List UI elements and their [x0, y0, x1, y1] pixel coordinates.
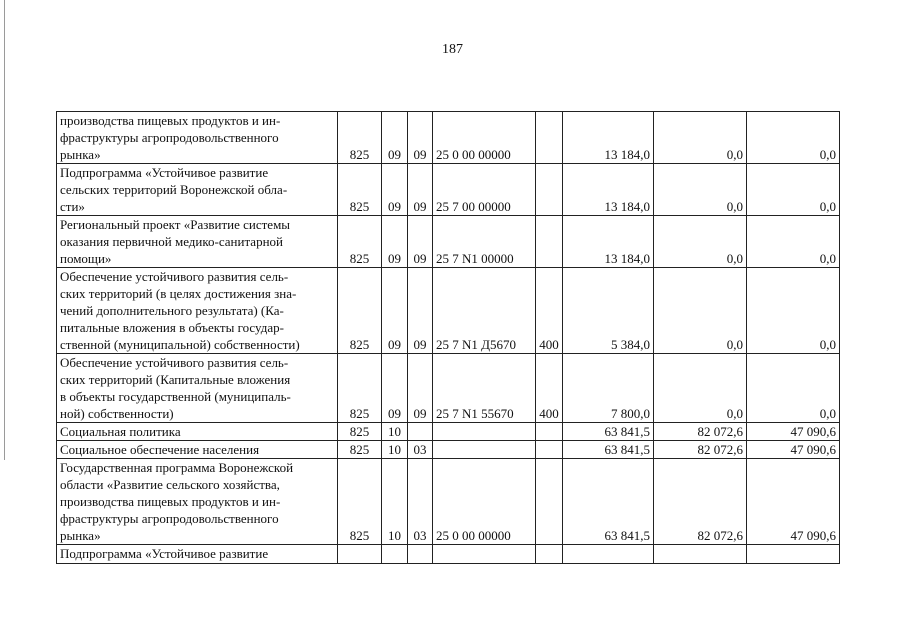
cell-target-article: [433, 545, 536, 564]
name-line: сельских территорий Воронежской обла-: [60, 182, 288, 197]
table-body: [57, 112, 840, 564]
table-row: [57, 545, 840, 564]
cell-name: [57, 441, 338, 459]
cell-subsection: 09: [408, 268, 433, 354]
cell-name: [57, 164, 338, 216]
cell-expense-type: [536, 216, 563, 268]
cell-amount-year-1: 7 800,0: [563, 354, 654, 423]
cell-section: 09: [382, 164, 408, 216]
name-line: области «Развитие сельского хозяйства,: [60, 477, 280, 492]
cell-section: 09: [382, 216, 408, 268]
cell-amount-year-1: 5 384,0: [563, 268, 654, 354]
name-line: Социальное обеспечение населения: [60, 442, 260, 457]
name-line: помощи»: [60, 251, 112, 266]
table-row: [57, 423, 840, 441]
cell-section: 09: [382, 112, 408, 164]
scan-edge-line: [4, 0, 5, 460]
cell-grbs: 825: [338, 268, 382, 354]
cell-target-article: 25 7 N1 00000: [433, 216, 536, 268]
cell-name: [57, 459, 338, 545]
cell-grbs: [338, 545, 382, 564]
cell-amount-year-2: 0,0: [654, 164, 747, 216]
cell-expense-type: [536, 441, 563, 459]
cell-amount-year-2: 0,0: [654, 216, 747, 268]
cell-amount-year-3: [747, 545, 840, 564]
cell-amount-year-2: 82 072,6: [654, 423, 747, 441]
cell-expense-type: [536, 112, 563, 164]
cell-name: [57, 268, 338, 354]
cell-target-article: 25 7 N1 55670: [433, 354, 536, 423]
cell-amount-year-3: 0,0: [747, 354, 840, 423]
cell-name: [57, 545, 338, 564]
cell-name: [57, 423, 338, 441]
cell-subsection: 03: [408, 441, 433, 459]
cell-grbs: 825: [338, 112, 382, 164]
cell-target-article: [433, 441, 536, 459]
name-line: ских территорий (Капитальные вложения: [60, 372, 291, 387]
table-row: [57, 112, 840, 164]
cell-amount-year-1: 63 841,5: [563, 423, 654, 441]
name-line: Региональный проект «Развитие системы: [60, 217, 291, 232]
cell-amount-year-3: 0,0: [747, 164, 840, 216]
cell-grbs: 825: [338, 441, 382, 459]
cell-subsection: 03: [408, 459, 433, 545]
cell-name: [57, 112, 338, 164]
cell-amount-year-2: 0,0: [654, 354, 747, 423]
table-row: [57, 268, 840, 354]
cell-amount-year-3: 0,0: [747, 268, 840, 354]
cell-grbs: 825: [338, 459, 382, 545]
cell-amount-year-1: 63 841,5: [563, 459, 654, 545]
cell-expense-type: [536, 545, 563, 564]
name-line: Обеспечение устойчивого развития сель-: [60, 355, 289, 370]
cell-subsection: 09: [408, 164, 433, 216]
name-line: ских территорий (в целях достижения зна-: [60, 286, 297, 301]
cell-amount-year-1: 13 184,0: [563, 112, 654, 164]
cell-amount-year-2: 0,0: [654, 268, 747, 354]
cell-subsection: [408, 423, 433, 441]
cell-amount-year-3: 0,0: [747, 112, 840, 164]
name-line: чений дополнительного результата) (Ка-: [60, 303, 284, 318]
table-row: [57, 216, 840, 268]
name-line: ной) собственности): [60, 406, 174, 421]
cell-amount-year-1: 13 184,0: [563, 216, 654, 268]
cell-grbs: 825: [338, 164, 382, 216]
cell-section: 09: [382, 354, 408, 423]
table-row: [57, 441, 840, 459]
cell-target-article: 25 7 N1 Д5670: [433, 268, 536, 354]
name-line: производства пищевых продуктов и ин-: [60, 113, 281, 128]
name-line: Подпрограмма «Устойчивое развитие: [60, 165, 269, 180]
cell-grbs: 825: [338, 216, 382, 268]
cell-amount-year-1: 13 184,0: [563, 164, 654, 216]
table-row: [57, 459, 840, 545]
cell-name: [57, 216, 338, 268]
cell-amount-year-2: 82 072,6: [654, 459, 747, 545]
page-number: 187: [442, 42, 463, 57]
cell-expense-type: [536, 164, 563, 216]
name-line: Социальная политика: [60, 424, 181, 439]
cell-subsection: 09: [408, 354, 433, 423]
cell-amount-year-3: 47 090,6: [747, 441, 840, 459]
cell-amount-year-2: [654, 545, 747, 564]
table-row: [57, 164, 840, 216]
cell-amount-year-3: 47 090,6: [747, 459, 840, 545]
cell-expense-type: [536, 423, 563, 441]
cell-amount-year-2: 0,0: [654, 112, 747, 164]
cell-name: [57, 354, 338, 423]
table-row: [57, 354, 840, 423]
name-line: оказания первичной медико-санитарной: [60, 234, 283, 249]
cell-expense-type: [536, 459, 563, 545]
name-line: фраструктуры агропродовольственного: [60, 511, 279, 526]
cell-section: 10: [382, 423, 408, 441]
cell-amount-year-1: 63 841,5: [563, 441, 654, 459]
cell-grbs: 825: [338, 423, 382, 441]
name-line: рынка»: [60, 528, 101, 543]
cell-section: 10: [382, 459, 408, 545]
cell-subsection: 09: [408, 216, 433, 268]
cell-target-article: 25 0 00 00000: [433, 112, 536, 164]
cell-section: [382, 545, 408, 564]
name-line: сти»: [60, 199, 85, 214]
name-line: Подпрограмма «Устойчивое развитие: [60, 546, 269, 561]
cell-amount-year-2: 82 072,6: [654, 441, 747, 459]
cell-amount-year-3: 0,0: [747, 216, 840, 268]
cell-amount-year-1: [563, 545, 654, 564]
cell-section: 10: [382, 441, 408, 459]
cell-subsection: [408, 545, 433, 564]
name-line: производства пищевых продуктов и ин-: [60, 494, 281, 509]
cell-target-article: [433, 423, 536, 441]
cell-amount-year-3: 47 090,6: [747, 423, 840, 441]
name-line: питальные вложения в объекты государ-: [60, 320, 284, 335]
cell-grbs: 825: [338, 354, 382, 423]
cell-expense-type: 400: [536, 268, 563, 354]
name-line: в объекты государственной (муниципаль-: [60, 389, 291, 404]
budget-table: [56, 111, 840, 564]
name-line: Государственная программа Воронежской: [60, 460, 294, 475]
name-line: фраструктуры агропродовольственного: [60, 130, 279, 145]
cell-target-article: 25 0 00 00000: [433, 459, 536, 545]
cell-subsection: 09: [408, 112, 433, 164]
name-line: рынка»: [60, 147, 101, 162]
cell-target-article: 25 7 00 00000: [433, 164, 536, 216]
cell-section: 09: [382, 268, 408, 354]
name-line: ственной (муниципальной) собственности): [60, 337, 300, 352]
name-line: Обеспечение устойчивого развития сель-: [60, 269, 289, 284]
cell-expense-type: 400: [536, 354, 563, 423]
